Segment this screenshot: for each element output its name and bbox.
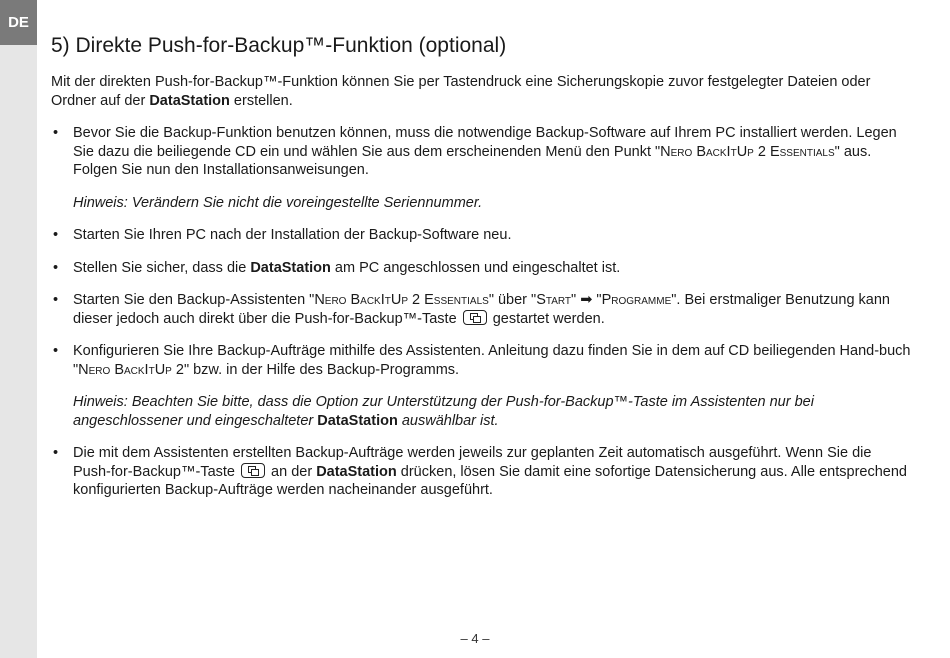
item-text: Konfigurieren Sie Ihre Backup-Aufträge mithilfe des Assistenten. Anleitung dazu finden Sie in dem auf CD beiliegenden Hand-buch " (73, 343, 911, 378)
item-text: " ➡ " (571, 292, 602, 308)
product-name: DataStation (250, 259, 331, 276)
item-text: Bevor Sie die Backup-Funktion benutzen können, muss die notwendige Backup-Software auf Ihrem PC installiert werden. Legen Sie dazu die beiliegende CD ein und wählen Sie aus dem erscheinenden Menü den Punkt " (73, 125, 897, 160)
instruction-list (51, 124, 911, 500)
document-body (51, 32, 911, 514)
item-text: am PC angeschlossen und eingeschaltet ist. (330, 259, 621, 276)
section-heading: 5) Direkte Push-for-Backup™-Funktion (optional) (51, 34, 507, 57)
note: Hinweis: Verändern Sie nicht die voreingestellte Seriennummer. (73, 194, 483, 211)
list-item (51, 291, 911, 328)
product-name: DataStation (149, 92, 230, 109)
intro-text: Mit der direkten Push-for-Backup™-Funktion können Sie per Tastendruck eine Sicherungskopie zuvor festgelegter Dateien oder Ordner auf der (51, 74, 871, 109)
item-text: Stellen Sie sicher, dass die (73, 259, 251, 276)
list-item (51, 124, 911, 212)
item-text: " über " (488, 292, 537, 308)
intro-paragraph (51, 73, 911, 110)
bullet: • (53, 292, 59, 308)
item-text: drücken, lösen Sie damit eine sofortige Datensicherung aus. Alle entsprechend konfigurierten Backup-Aufträge werden nacheinander ausgeführt. (73, 463, 907, 498)
software-name: Nero BackItUp 2 Essentials (314, 292, 489, 308)
item-text: " aus. Folgen Sie nun den Installationsanweisungen. (73, 143, 872, 178)
bullet: • (53, 343, 59, 359)
bullet: • (53, 445, 59, 461)
bullet: • (53, 125, 59, 141)
item-text: an der (267, 463, 317, 480)
intro-text-end: erstellen. (229, 92, 293, 109)
language-tab: DE (0, 0, 37, 45)
software-name: Nero BackItUp 2 (78, 361, 184, 378)
item-text: gestartet werden. (488, 310, 605, 327)
note-text: Hinweis: Beachten Sie bitte, dass die Option zur Unterstützung der Push-for-Backup™-Taste im Assistenten nur bei angeschlossener und eingeschalteter (73, 394, 814, 429)
list-item (51, 226, 911, 245)
note-text: auswählbar ist. (397, 412, 499, 429)
product-name: DataStation (317, 412, 398, 429)
item-text: " bzw. in der Hilfe des Backup-Programms. (183, 361, 460, 378)
list-item (51, 444, 911, 500)
product-name: DataStation (316, 463, 397, 480)
push-for-backup-key-icon (241, 463, 265, 478)
item-text: Starten Sie den Backup-Assistenten " (73, 292, 315, 308)
note (73, 393, 911, 430)
bullet: • (53, 259, 59, 276)
list-item (51, 259, 911, 278)
item-text: Starten Sie Ihren PC nach der Installation der Backup-Software neu. (73, 227, 512, 243)
item-text: ". Bei erstmaliger Benutzung kann dieser jedoch auch direkt über die Push-for-Backup™-Taste (73, 292, 890, 327)
list-item (51, 342, 911, 430)
menu-start: Start (536, 292, 572, 308)
menu-programme: Programme (601, 292, 672, 308)
push-for-backup-key-icon (463, 310, 487, 325)
software-name: Nero BackItUp 2 Essentials (660, 143, 835, 160)
item-text: Die mit dem Assistenten erstellten Backup-Aufträge werden jeweils zur geplanten Zeit automatisch ausgeführt. Wenn Sie die Push-for-Backup™-Taste (73, 445, 872, 480)
page-margin-sidebar (0, 0, 37, 658)
bullet: • (53, 227, 59, 243)
page-number: – 4 – (460, 631, 490, 646)
